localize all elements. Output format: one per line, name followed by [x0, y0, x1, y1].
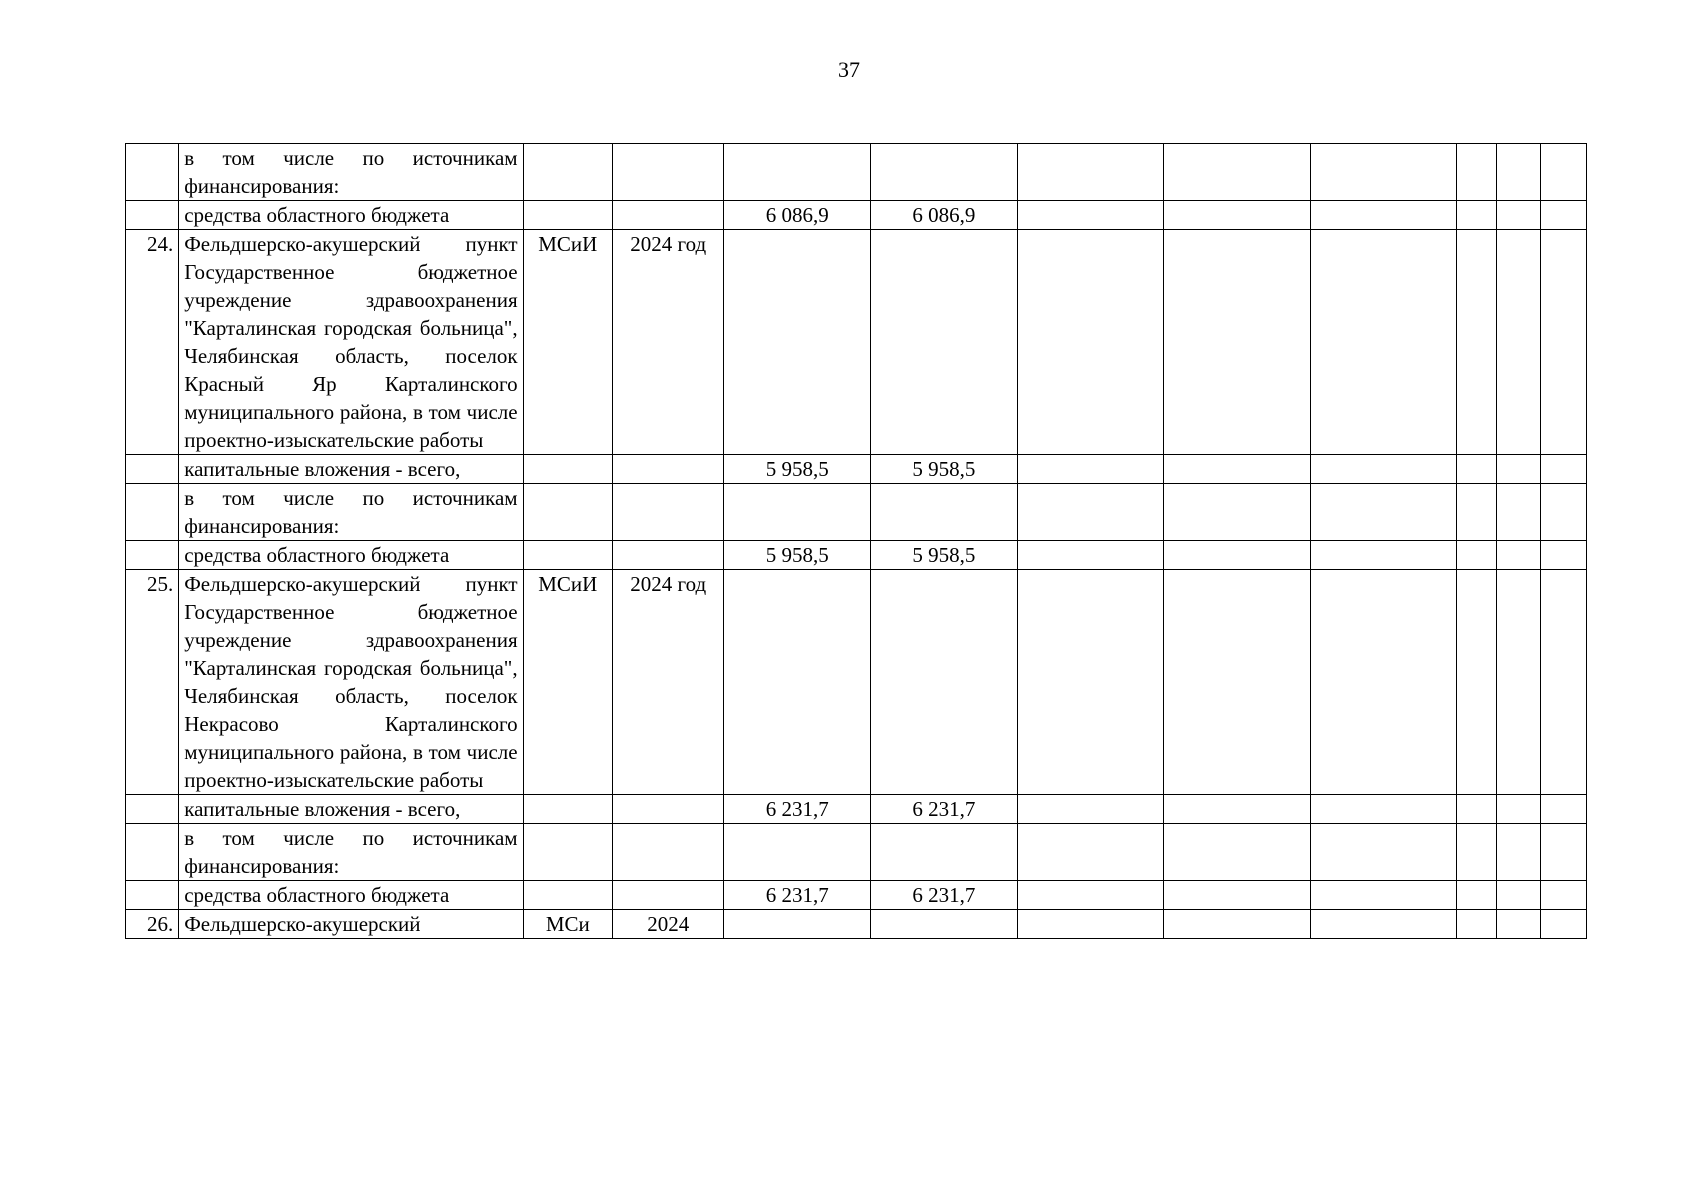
object-name-cell: Фельдшерско-акушерский пункт Государственное бюджетное учреждение здравоохранения "Карталинская городская больница", Челябинская область, поселок Красный Яр Карталинского муниципального района, в том числе проектно-изыскательские работы — [179, 230, 523, 455]
row-name-cell: в том числе по источникам финансирования: — [179, 484, 523, 541]
empty-cell — [612, 541, 723, 570]
table-row-object — [126, 910, 1587, 939]
empty-cell — [1457, 230, 1496, 455]
responsible-org-cell: МСиИ — [523, 570, 612, 795]
row-number-cell: 24. — [126, 230, 179, 455]
empty-cell — [1540, 541, 1586, 570]
empty-cell — [1496, 541, 1540, 570]
row-name-cell: капитальные вложения - всего, — [179, 455, 523, 484]
empty-cell — [1164, 824, 1311, 881]
table-row — [126, 484, 1587, 541]
empty-cell — [1496, 795, 1540, 824]
value-cell-2: 5 958,5 — [871, 541, 1018, 570]
empty-cell — [1164, 455, 1311, 484]
row-name-cell: в том числе по источникам финансирования: — [179, 824, 523, 881]
value-cell-1 — [724, 484, 871, 541]
empty-cell — [1164, 795, 1311, 824]
value-cell-2: 5 958,5 — [871, 455, 1018, 484]
empty-cell — [1457, 881, 1496, 910]
empty-cell — [1310, 881, 1457, 910]
empty-cell — [612, 484, 723, 541]
empty-cell — [1310, 570, 1457, 795]
object-name-cell: Фельдшерско-акушерский — [179, 910, 523, 939]
empty-cell — [1164, 881, 1311, 910]
empty-cell — [1017, 795, 1164, 824]
empty-cell — [523, 144, 612, 201]
empty-cell — [1310, 824, 1457, 881]
empty-cell — [523, 455, 612, 484]
empty-cell — [724, 570, 871, 795]
empty-cell — [1496, 881, 1540, 910]
page-number: 37 — [838, 57, 860, 82]
row-number-cell — [126, 144, 179, 201]
year-cell: 2024 год — [612, 230, 723, 455]
value-cell-2: 6 231,7 — [871, 881, 1018, 910]
empty-cell — [1457, 570, 1496, 795]
empty-cell — [1457, 824, 1496, 881]
empty-cell — [1457, 201, 1496, 230]
empty-cell — [1164, 484, 1311, 541]
empty-cell — [871, 910, 1018, 939]
empty-cell — [1310, 230, 1457, 455]
empty-cell — [1164, 570, 1311, 795]
empty-cell — [612, 455, 723, 484]
responsible-org-cell: МСи — [523, 910, 612, 939]
empty-cell — [1496, 144, 1540, 201]
row-number-cell: 26. — [126, 910, 179, 939]
value-cell-1 — [724, 144, 871, 201]
empty-cell — [1310, 910, 1457, 939]
empty-cell — [1540, 570, 1586, 795]
empty-cell — [1017, 910, 1164, 939]
empty-cell — [523, 484, 612, 541]
empty-cell — [1496, 455, 1540, 484]
empty-cell — [1540, 455, 1586, 484]
row-name-cell: средства областного бюджета — [179, 541, 523, 570]
table-row-object — [126, 230, 1587, 455]
value-cell-1: 6 086,9 — [724, 201, 871, 230]
table-row — [126, 824, 1587, 881]
empty-cell — [1540, 795, 1586, 824]
empty-cell — [1457, 541, 1496, 570]
empty-cell — [1310, 484, 1457, 541]
empty-cell — [1017, 230, 1164, 455]
empty-cell — [1310, 541, 1457, 570]
empty-cell — [1457, 455, 1496, 484]
empty-cell — [523, 881, 612, 910]
value-cell-1: 6 231,7 — [724, 881, 871, 910]
empty-cell — [1457, 795, 1496, 824]
object-name-cell: Фельдшерско-акушерский пункт Государственное бюджетное учреждение здравоохранения "Карталинская городская больница", Челябинская область, поселок Некрасово Карталинского муниципального района, в том числе проектно-изыскательские работы — [179, 570, 523, 795]
empty-cell — [612, 881, 723, 910]
row-number-cell — [126, 484, 179, 541]
empty-cell — [1540, 230, 1586, 455]
empty-cell — [1496, 230, 1540, 455]
empty-cell — [1164, 910, 1311, 939]
row-number-cell — [126, 455, 179, 484]
empty-cell — [1540, 881, 1586, 910]
empty-cell — [1496, 201, 1540, 230]
value-cell-1: 6 231,7 — [724, 795, 871, 824]
empty-cell — [1540, 201, 1586, 230]
empty-cell — [523, 795, 612, 824]
responsible-org-cell: МСиИ — [523, 230, 612, 455]
empty-cell — [1496, 570, 1540, 795]
empty-cell — [612, 144, 723, 201]
empty-cell — [1310, 455, 1457, 484]
empty-cell — [1540, 824, 1586, 881]
empty-cell — [1017, 541, 1164, 570]
value-cell-1: 5 958,5 — [724, 541, 871, 570]
table-row — [126, 455, 1587, 484]
year-cell: 2024 год — [612, 570, 723, 795]
empty-cell — [871, 570, 1018, 795]
empty-cell — [1310, 201, 1457, 230]
year-cell: 2024 — [612, 910, 723, 939]
empty-cell — [612, 795, 723, 824]
row-number-cell — [126, 824, 179, 881]
empty-cell — [1017, 881, 1164, 910]
table-row-object — [126, 570, 1587, 795]
empty-cell — [1164, 201, 1311, 230]
value-cell-2: 6 086,9 — [871, 201, 1018, 230]
empty-cell — [724, 230, 871, 455]
empty-cell — [1017, 144, 1164, 201]
empty-cell — [1164, 541, 1311, 570]
empty-cell — [1310, 795, 1457, 824]
row-number-cell — [126, 795, 179, 824]
empty-cell — [523, 824, 612, 881]
empty-cell — [1457, 484, 1496, 541]
value-cell-2: 6 231,7 — [871, 795, 1018, 824]
value-cell-2 — [871, 824, 1018, 881]
row-name-cell: средства областного бюджета — [179, 881, 523, 910]
row-number-cell — [126, 881, 179, 910]
empty-cell — [1540, 144, 1586, 201]
table-row — [126, 144, 1587, 201]
empty-cell — [1017, 484, 1164, 541]
table-row — [126, 795, 1587, 824]
empty-cell — [1017, 201, 1164, 230]
value-cell-2 — [871, 144, 1018, 201]
empty-cell — [1310, 144, 1457, 201]
empty-cell — [1017, 455, 1164, 484]
empty-cell — [1457, 144, 1496, 201]
investment-objects-table — [125, 143, 1587, 939]
empty-cell — [1496, 910, 1540, 939]
row-name-cell: в том числе по источникам финансирования: — [179, 144, 523, 201]
empty-cell — [724, 910, 871, 939]
table-row — [126, 881, 1587, 910]
row-number-cell: 25. — [126, 570, 179, 795]
empty-cell — [612, 824, 723, 881]
row-number-cell — [126, 201, 179, 230]
empty-cell — [612, 201, 723, 230]
value-cell-1: 5 958,5 — [724, 455, 871, 484]
empty-cell — [1457, 910, 1496, 939]
empty-cell — [1540, 910, 1586, 939]
empty-cell — [1496, 824, 1540, 881]
empty-cell — [523, 201, 612, 230]
empty-cell — [1540, 484, 1586, 541]
row-number-cell — [126, 541, 179, 570]
empty-cell — [523, 541, 612, 570]
table-row — [126, 541, 1587, 570]
empty-cell — [1017, 824, 1164, 881]
empty-cell — [1017, 570, 1164, 795]
row-name-cell: капитальные вложения - всего, — [179, 795, 523, 824]
row-name-cell: средства областного бюджета — [179, 201, 523, 230]
empty-cell — [1164, 144, 1311, 201]
table-row — [126, 201, 1587, 230]
empty-cell — [1496, 484, 1540, 541]
value-cell-2 — [871, 484, 1018, 541]
empty-cell — [1164, 230, 1311, 455]
empty-cell — [871, 230, 1018, 455]
value-cell-1 — [724, 824, 871, 881]
